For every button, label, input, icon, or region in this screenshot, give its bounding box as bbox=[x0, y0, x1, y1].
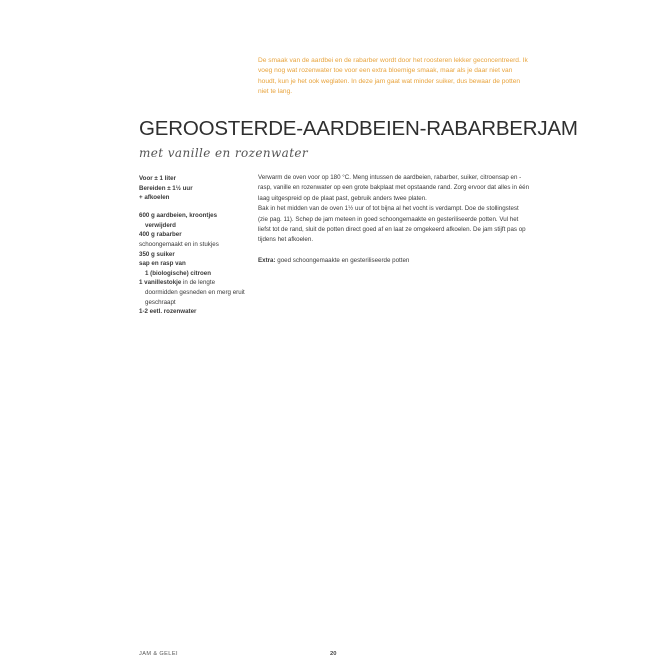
recipe-meta bbox=[139, 174, 251, 203]
yield-label: Voor ± 1 liter bbox=[139, 175, 176, 182]
recipe-title: GEROOSTERDE-AARDBEIEN-RABARBERJAM bbox=[139, 117, 578, 140]
method-paragraph-1: Verwarm de oven voor op 180 °C. Meng intussen de aardbeien, rabarber, suiker, citroensap en -rasp, vanille en rozenwater op een grote bakplaat met opstaande rand. Zorg ervoor dat alles in één laag uitgespreid op de plaat past, gebruik anders twee platen. bbox=[258, 174, 530, 202]
recipe-subtitle: met vanille en rozenwater bbox=[139, 146, 309, 160]
extra-note bbox=[258, 256, 530, 266]
intro-text: De smaak van de aardbei en de rabarber wordt door het roosteren lekker geconcentreerd. Ik voeg nog wat rozenwater toe voor een extra bloemige smaak, maar als je daar niet van houdt, kun je het ook weglaten. In deze jam gaat wat minder suiker, dus bewaar de potten niet te lang. bbox=[258, 57, 528, 96]
ingredient-list bbox=[139, 211, 251, 317]
extra-label: Extra: bbox=[258, 256, 276, 264]
prep-time: Bereiden ± 1½ uur bbox=[139, 184, 193, 192]
method-paragraph-2: Bak in het midden van de oven 1½ uur of tot bijna al het vocht is verdampt. Doe de stollingstest (zie pag. 11). Schep de jam meteen in goed schoongemaakte en gesteriliseerde potten. Vul het liefst tot de rand, sluit de potten direct goed af en laat ze omgekeerd afkoelen. De jam stijft pas op tijdens het afkoelen. bbox=[258, 205, 526, 244]
footer-section-name: JAM & GELEI bbox=[139, 651, 178, 657]
ingredient-item: 1-2 eetl. rozenwater bbox=[139, 308, 197, 316]
ingredient-item: 600 g aardbeien, kroontjes verwijderd bbox=[139, 212, 218, 229]
ingredient-column bbox=[139, 174, 251, 317]
page-number: 20 bbox=[330, 651, 337, 657]
ingredient-item: 1 vanillestokje in de lengte doormidden gesneden en merg eruit geschraapt bbox=[139, 279, 245, 306]
cool-note: + afkoelen bbox=[139, 194, 170, 202]
ingredient-item: 400 g rabarber schoongemaakt en in stukjes bbox=[139, 231, 219, 249]
ingredient-item: 350 g suiker bbox=[139, 250, 175, 258]
intro-paragraph bbox=[258, 56, 530, 98]
method-column bbox=[258, 173, 530, 266]
ingredient-item: sap en rasp van 1 (biologische) citroen bbox=[139, 260, 212, 277]
extra-text: goed schoongemaakte en gesteriliseerde potten bbox=[275, 256, 410, 264]
